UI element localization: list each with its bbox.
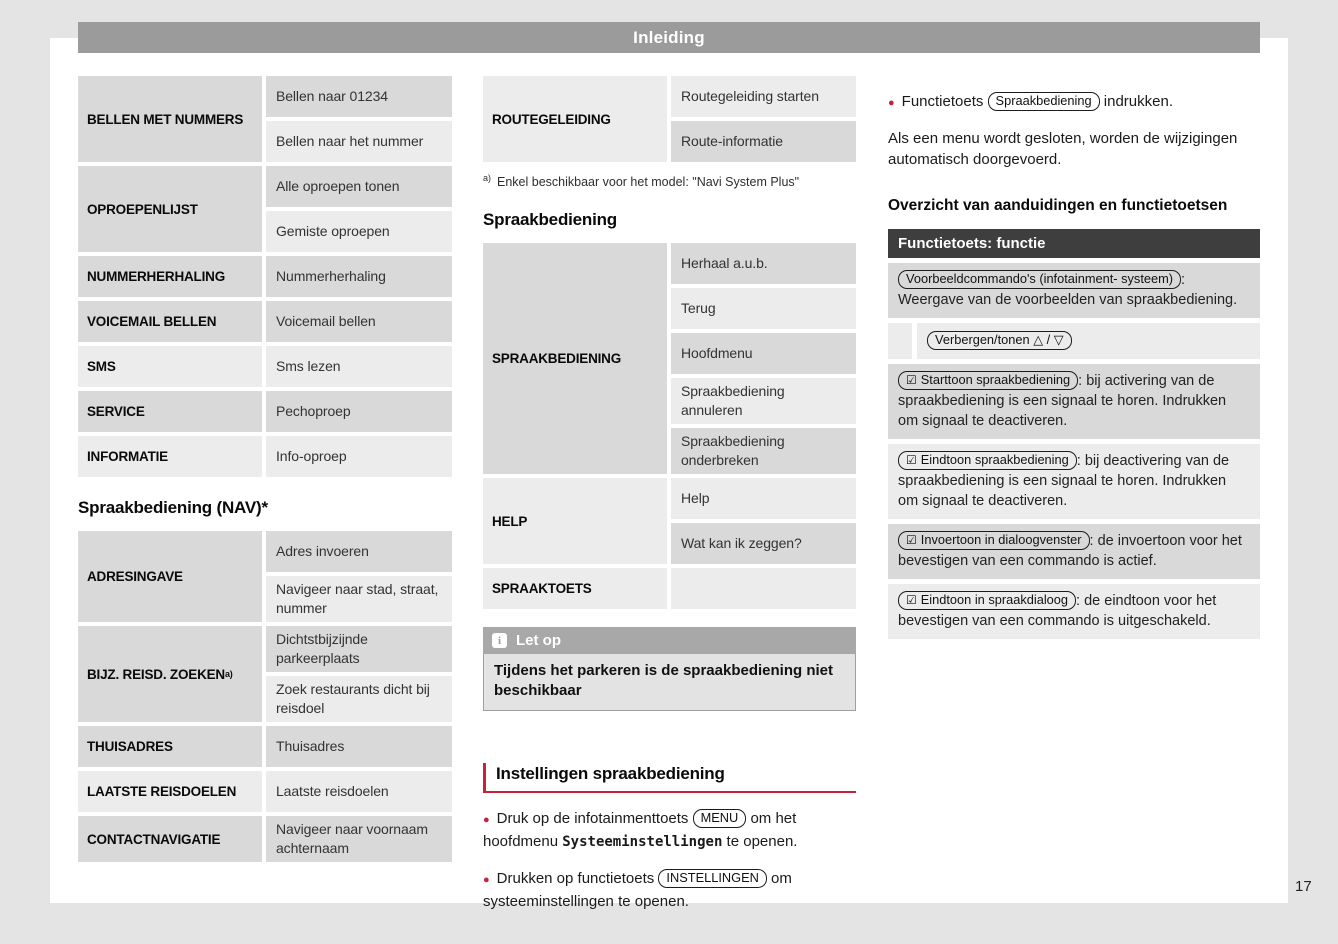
table-row bbox=[483, 568, 856, 609]
function-table-row: ☑ Eindtoon spraakbediening : bij deactivering van de spraakbediening is een signaal te horen. Indrukken om signaal te deactiveren. bbox=[888, 444, 1260, 519]
command-list bbox=[266, 726, 452, 767]
route-guidance-table bbox=[483, 76, 856, 162]
table-row bbox=[78, 301, 452, 342]
bullet-icon: ● bbox=[888, 97, 895, 109]
voice-command-cell: Terug bbox=[671, 288, 856, 329]
command-category-label: OPROEPENLIJST bbox=[78, 166, 262, 252]
settings-bullet-list bbox=[483, 808, 856, 912]
voice-command-cell: Routegeleiding starten bbox=[671, 76, 856, 117]
voice-command-cell: Sms lezen bbox=[266, 346, 452, 387]
footnote-text: Enkel beschikbaar voor het model: "Navi System Plus" bbox=[497, 175, 800, 189]
speech-section-heading: Spraakbediening bbox=[483, 210, 617, 229]
voice-command-cell: Route-informatie bbox=[671, 121, 856, 162]
page-header-bar bbox=[78, 22, 1260, 53]
page-title: Inleiding bbox=[633, 27, 705, 47]
command-list bbox=[266, 626, 452, 722]
voice-command-cell: Zoek restaurants dicht bij reisdoel bbox=[266, 676, 452, 722]
checkbox-checked-icon: ☑ bbox=[906, 453, 917, 467]
voice-command-cell: Voicemail bellen bbox=[266, 301, 452, 342]
voice-command-cell: Dichtstbijzijnde parkeerplaats bbox=[266, 626, 452, 672]
voice-command-cell bbox=[671, 568, 856, 609]
command-list bbox=[266, 301, 452, 342]
table-row bbox=[78, 726, 452, 767]
note-text: Tijdens het parkeren is de spraakbediening niet beschikbaar bbox=[484, 654, 855, 710]
voice-command-cell: Adres invoeren bbox=[266, 531, 452, 572]
command-list bbox=[266, 771, 452, 812]
column-right bbox=[888, 76, 1260, 639]
voice-command-cell: Bellen naar het nummer bbox=[266, 121, 452, 162]
command-list bbox=[671, 478, 856, 564]
table-row bbox=[78, 256, 452, 297]
function-key-cap: MENU bbox=[693, 809, 747, 828]
table-row bbox=[78, 166, 452, 252]
function-key-cap: Voorbeeldcommando's (infotainment- systeem) bbox=[898, 270, 1181, 289]
command-category-label: ROUTEGELEIDING bbox=[483, 76, 667, 162]
function-key-cap: INSTELLINGEN bbox=[658, 869, 766, 888]
menu-close-paragraph: Als een menu wordt gesloten, worden de wijzigingen automatisch doorgevoerd. bbox=[888, 130, 1238, 168]
table-row bbox=[78, 346, 452, 387]
function-key-cap: ☑ Starttoon spraakbediening bbox=[898, 371, 1078, 390]
footnote-marker: a) bbox=[483, 172, 492, 183]
settings-section-heading: Instellingen spraakbediening bbox=[483, 763, 856, 793]
voice-command-cell: Alle oproepen tonen bbox=[266, 166, 452, 207]
table-row bbox=[78, 816, 452, 862]
voice-command-cell: Navigeer naar stad, straat, nummer bbox=[266, 576, 452, 622]
command-category-label: SERVICE bbox=[78, 391, 262, 432]
command-list bbox=[266, 436, 452, 477]
bullet-icon: ● bbox=[483, 874, 490, 886]
command-category-label: BELLEN MET NUMMERS bbox=[78, 76, 262, 162]
info-icon: i bbox=[492, 633, 507, 648]
note-header bbox=[483, 627, 856, 654]
command-list bbox=[266, 531, 452, 622]
nav-commands-table bbox=[78, 531, 452, 862]
function-table-row: ☑ Eindtoon in spraakdialoog : de eindtoon voor het bevestigen van een commando is uitgeschakeld. bbox=[888, 584, 1260, 639]
voice-command-cell: Spraakbediening onderbreken bbox=[671, 428, 856, 474]
table-row bbox=[483, 478, 856, 564]
voice-command-cell: Wat kan ik zeggen? bbox=[671, 523, 856, 564]
command-list bbox=[266, 166, 452, 252]
voice-command-cell: Laatste reisdoelen bbox=[266, 771, 452, 812]
overview-heading: Overzicht van aanduidingen en functietoetsen bbox=[888, 197, 1228, 214]
function-key-bullet: ● Functietoets Spraakbediening indrukken. bbox=[888, 93, 1173, 110]
table-row bbox=[78, 626, 452, 722]
voice-command-cell: Nummerherhaling bbox=[266, 256, 452, 297]
voice-command-cell: Herhaal a.u.b. bbox=[671, 243, 856, 284]
menu-name-text: Systeeminstellingen bbox=[562, 834, 723, 850]
phone-commands-table bbox=[78, 76, 452, 477]
function-table-row bbox=[888, 323, 1260, 359]
voice-command-cell: Hoofdmenu bbox=[671, 333, 856, 374]
column-middle bbox=[483, 76, 856, 912]
column-left bbox=[78, 76, 452, 862]
command-category-label: SPRAAKTOETS bbox=[483, 568, 667, 609]
table-row bbox=[483, 243, 856, 474]
command-list bbox=[266, 391, 452, 432]
table-row bbox=[78, 391, 452, 432]
command-list bbox=[671, 243, 856, 474]
command-category-label: HELP bbox=[483, 478, 667, 564]
checkbox-checked-icon: ☑ bbox=[906, 593, 917, 607]
checkbox-checked-icon: ☑ bbox=[906, 533, 917, 547]
bullet-item: ● Druk op de infotainmenttoets MENU om het hoofdmenu Systeeminstellingen te openen. bbox=[483, 810, 798, 850]
command-list bbox=[266, 76, 452, 162]
voice-command-cell: Spraakbediening annuleren bbox=[671, 378, 856, 424]
table-row bbox=[483, 76, 856, 162]
command-category-label: INFORMATIE bbox=[78, 436, 262, 477]
command-list bbox=[671, 568, 856, 609]
command-list bbox=[266, 816, 452, 862]
command-list bbox=[671, 76, 856, 162]
voice-command-cell: Thuisadres bbox=[266, 726, 452, 767]
voice-command-cell: Navigeer naar voornaam achternaam bbox=[266, 816, 452, 862]
function-key-cap: ☑ Eindtoon in spraakdialoog bbox=[898, 591, 1076, 610]
command-category-label: SPRAAKBEDIENING bbox=[483, 243, 667, 474]
function-key-cap: Verbergen/tonen △ / ▽ bbox=[927, 331, 1072, 350]
voice-command-cell: Bellen naar 01234 bbox=[266, 76, 452, 117]
command-list bbox=[266, 346, 452, 387]
function-description-cell bbox=[917, 323, 1260, 359]
command-category-label: ADRESINGAVE bbox=[78, 531, 262, 622]
function-key-cap: Spraakbediening bbox=[988, 92, 1100, 111]
function-key-table bbox=[888, 229, 1260, 639]
voice-command-cell: Gemiste oproepen bbox=[266, 211, 452, 252]
command-category-label: LAATSTE REISDOELEN bbox=[78, 771, 262, 812]
checkbox-checked-icon: ☑ bbox=[906, 373, 917, 387]
function-table-row: ☑ Starttoon spraakbediening : bij activering van de spraakbediening is een signaal te horen. Indrukken om signaal te deactiveren. bbox=[888, 364, 1260, 439]
table-row bbox=[78, 531, 452, 622]
table-row bbox=[78, 771, 452, 812]
function-table-row: ☑ Invoertoon in dialoogvenster : de invoertoon voor het bevestigen van een commando is actief. bbox=[888, 524, 1260, 579]
command-category-label: CONTACTNAVIGATIE bbox=[78, 816, 262, 862]
note-box bbox=[483, 627, 856, 711]
bullet-item: ● Drukken op functietoets INSTELLINGEN om systeeminstellingen te openen. bbox=[483, 870, 792, 910]
function-table-header: Functietoets: functie bbox=[888, 229, 1260, 258]
function-key-cap: ☑ Invoertoon in dialoogvenster bbox=[898, 531, 1090, 550]
voice-command-cell: Pechoproep bbox=[266, 391, 452, 432]
speech-commands-table bbox=[483, 243, 856, 609]
table-row bbox=[78, 76, 452, 162]
command-category-label: BIJZ. REISD. ZOEKEN a) bbox=[78, 626, 262, 722]
function-table-row: Voorbeeldcommando's (infotainment- systeem) : Weergave van de voorbeelden van spraakbediening. bbox=[888, 263, 1260, 318]
voice-command-cell: Info-oproep bbox=[266, 436, 452, 477]
table-row bbox=[78, 436, 452, 477]
command-category-label: THUISADRES bbox=[78, 726, 262, 767]
nav-section-heading: Spraakbediening (NAV)* bbox=[78, 498, 268, 517]
note-title: Let op bbox=[516, 632, 561, 649]
bullet-icon: ● bbox=[483, 814, 490, 826]
row-spacer-cell bbox=[888, 323, 912, 359]
footnote bbox=[483, 172, 856, 189]
page-number: 17 bbox=[1295, 878, 1312, 895]
command-category-label: SMS bbox=[78, 346, 262, 387]
command-category-label: NUMMERHERHALING bbox=[78, 256, 262, 297]
command-list bbox=[266, 256, 452, 297]
command-category-label: VOICEMAIL BELLEN bbox=[78, 301, 262, 342]
voice-command-cell: Help bbox=[671, 478, 856, 519]
function-key-cap: ☑ Eindtoon spraakbediening bbox=[898, 451, 1077, 470]
